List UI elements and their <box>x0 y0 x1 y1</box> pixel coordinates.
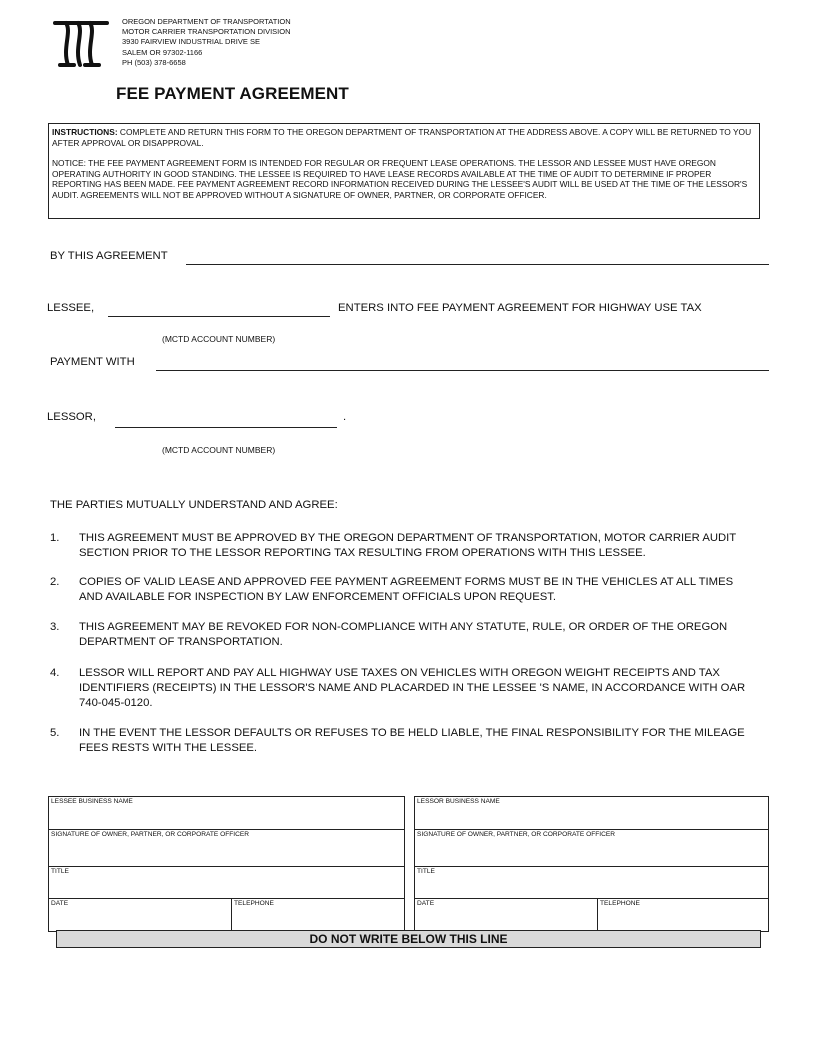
lessor-title-field[interactable] <box>414 866 769 899</box>
item-number: 3. <box>50 621 60 633</box>
enters-agreement-text: ENTERS INTO FEE PAYMENT AGREEMENT FOR HIGHWAY USE TAX <box>338 302 702 314</box>
lessor-date-field[interactable] <box>414 898 598 932</box>
address-line: PH (503) 378-6658 <box>122 57 186 67</box>
odot-logo-icon <box>52 18 110 70</box>
item-text: LESSOR WILL REPORT AND PAY ALL HIGHWAY USE TAXES ON VEHICLES WITH OREGON WEIGHT RECEIPTS AND TAX IDENTIFIERS (RECEIPTS) IN THE LESSOR'S NAME AND PLACARDED IN THE LESSEE 'S NAME, IN ACCORDANCE WITH OAR 740-045-0120. <box>79 667 746 710</box>
lessee-telephone-field[interactable] <box>231 898 405 932</box>
lessor-business-name-field[interactable] <box>414 796 769 830</box>
by-agreement-label: BY THIS AGREEMENT <box>50 250 168 262</box>
lessor-period: . <box>343 411 347 423</box>
lessor-label: LESSOR, <box>47 411 96 423</box>
agency-address <box>122 17 291 68</box>
by-agreement-field[interactable] <box>186 264 769 265</box>
agreement-item <box>50 531 760 563</box>
item-number: 1. <box>50 532 60 544</box>
lessor-account-field[interactable] <box>115 427 337 428</box>
address-line: MOTOR CARRIER TRANSPORTATION DIVISION <box>122 27 291 37</box>
lessee-business-name-field[interactable] <box>48 796 405 830</box>
item-text: THIS AGREEMENT MUST BE APPROVED BY THE OREGON DEPARTMENT OF TRANSPORTATION, MOTOR CARRIER AUDIT SECTION PRIOR TO THE LESSOR REPORTING TAX RESULTING FROM OPERATIONS WITH THIS LESSEE. <box>79 532 737 560</box>
item-number: 5. <box>50 727 60 739</box>
field-label: TITLE <box>417 868 435 875</box>
payment-with-field[interactable] <box>156 370 769 371</box>
agreement-item <box>50 666 760 714</box>
address-line: OREGON DEPARTMENT OF TRANSPORTATION <box>122 17 291 26</box>
agreement-item <box>50 575 760 607</box>
field-label: TELEPHONE <box>600 900 640 907</box>
address-line: 3930 FAIRVIEW INDUSTRIAL DRIVE SE <box>122 37 260 47</box>
item-number: 4. <box>50 667 60 679</box>
item-text: IN THE EVENT THE LESSOR DEFAULTS OR REFUSES TO BE HELD LIABLE, THE FINAL RESPONSIBILITY FOR THE MILEAGE FEES RESTS WITH THE LESSEE. <box>79 727 745 755</box>
agreement-item <box>50 726 760 758</box>
agreement-item <box>50 620 760 652</box>
instructions-box <box>48 123 760 219</box>
notice-text: NOTICE: THE FEE PAYMENT AGREEMENT FORM IS INTENDED FOR REGULAR OR FREQUENT LEASE OPERATIONS. THE LESSOR AND LESSEE MUST HAVE OREGON OPERATING AUTHORITY IN GOOD STANDING. THE LESSEE IS REQUIRED TO HAVE LEASE RECORDS AVAILABLE AT THE TIME OF AUDIT TO DETERMINE IF PROPER REPORTING HAS BEEN MADE. FEE PAYMENT AGREEMENT RECORD INFORMATION RECEIVED DURING THE LESSEE'S AUDIT WILL BE USED AT THE TIME OF THE LESSOR'S AUDIT. AGREEMENTS WILL NOT BE APPROVED WITHOUT A SIGNATURE OF OWNER, PARTNER, OR CORPORATE OFFICER. <box>52 158 748 200</box>
field-label: SIGNATURE OF OWNER, PARTNER, OR CORPORATE OFFICER <box>417 831 616 838</box>
field-label: TITLE <box>51 868 69 875</box>
lessor-signature-field[interactable] <box>414 829 769 867</box>
lessor-telephone-field[interactable] <box>597 898 769 932</box>
agreement-heading: THE PARTIES MUTUALLY UNDERSTAND AND AGREE: <box>50 499 338 511</box>
field-label: SIGNATURE OF OWNER, PARTNER, OR CORPORATE OFFICER <box>51 831 250 838</box>
address-line: SALEM OR 97302-1166 <box>122 47 203 57</box>
payment-with-label: PAYMENT WITH <box>50 356 135 368</box>
lessee-signature-field[interactable] <box>48 829 405 867</box>
item-text: THIS AGREEMENT MAY BE REVOKED FOR NON-COMPLIANCE WITH ANY STATUTE, RULE, OR ORDER OF THE OREGON DEPARTMENT OF TRANSPORTATION. <box>79 621 728 649</box>
lessee-date-field[interactable] <box>48 898 232 932</box>
mctd-account-label: (MCTD ACCOUNT NUMBER) <box>162 445 276 455</box>
field-label: DATE <box>417 900 435 907</box>
lessee-label: LESSEE, <box>47 302 95 314</box>
lessee-title-field[interactable] <box>48 866 405 899</box>
field-label: LESSEE BUSINESS NAME <box>51 798 133 805</box>
field-label: LESSOR BUSINESS NAME <box>417 798 500 805</box>
do-not-write-banner: DO NOT WRITE BELOW THIS LINE <box>56 930 761 948</box>
field-label: TELEPHONE <box>234 900 274 907</box>
lessee-account-field[interactable] <box>108 316 330 317</box>
mctd-account-label: (MCTD ACCOUNT NUMBER) <box>162 334 276 344</box>
page-title: FEE PAYMENT AGREEMENT <box>116 84 349 103</box>
field-label: DATE <box>51 900 69 907</box>
instructions-text: COMPLETE AND RETURN THIS FORM TO THE OREGON DEPARTMENT OF TRANSPORTATION AT THE ADDRESS ABOVE. A COPY WILL BE RETURNED TO YOU AFTER APPROVAL OR DISAPPROVAL. <box>52 127 752 148</box>
item-number: 2. <box>50 576 60 588</box>
item-text: COPIES OF VALID LEASE AND APPROVED FEE PAYMENT AGREEMENT FORMS MUST BE IN THE VEHICLES AT ALL TIMES AND AVAILABLE FOR INSPECTION BY LAW ENFORCEMENT OFFICIALS UPON REQUEST. <box>79 576 734 604</box>
instructions-label: INSTRUCTIONS: <box>52 127 118 137</box>
